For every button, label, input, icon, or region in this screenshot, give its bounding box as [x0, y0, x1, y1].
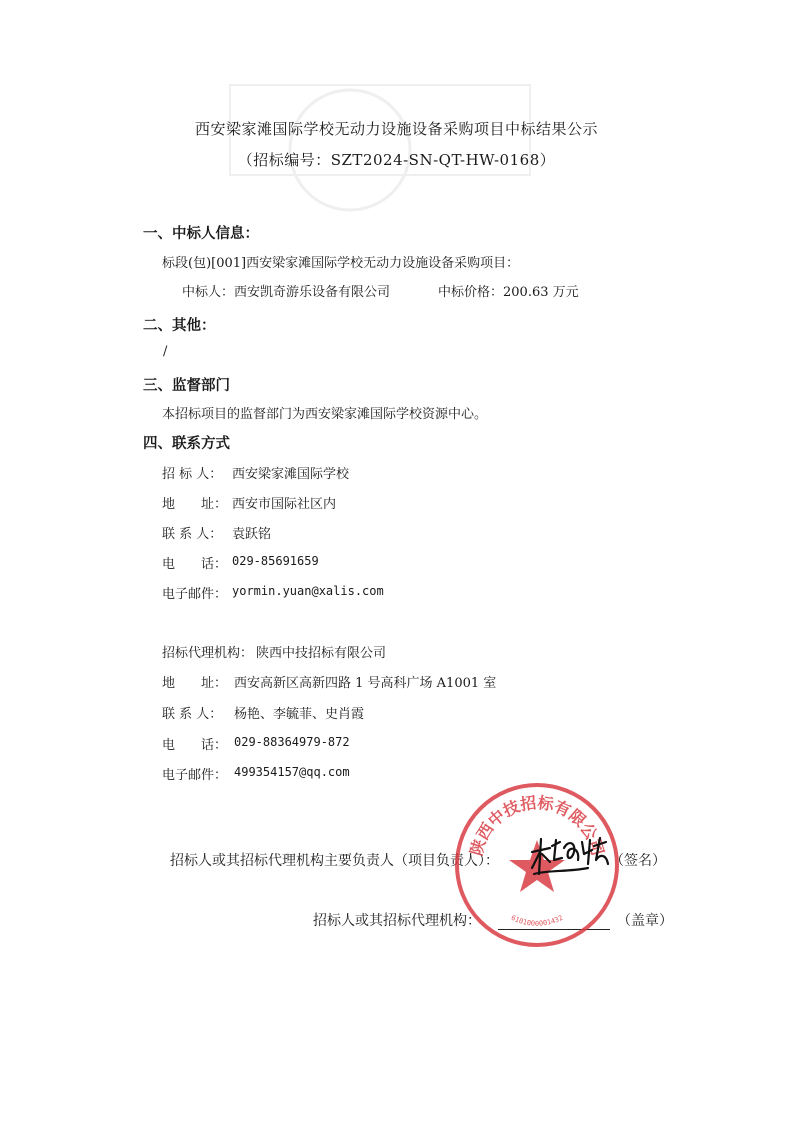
winner-name: 中标人：西安凯奇游乐设备有限公司	[182, 285, 391, 300]
tenderer-phone: 029-85691659	[232, 554, 319, 568]
winning-price: 中标价格：200.63 万元	[438, 285, 579, 300]
agency-contact: 杨艳、李毓菲、史肖霞	[234, 707, 365, 722]
agency-email-label: 电子邮件：	[162, 768, 228, 783]
section4-heading: 四、联系方式	[143, 435, 230, 452]
section1-heading: 一、中标人信息：	[143, 225, 259, 242]
svg-text:陕西中技招标有限公司: 陕西中技招标有限公司	[466, 793, 608, 858]
agency-contact-label: 联 系 人：	[162, 707, 223, 722]
supervision-text: 本招标项目的监督部门为西安梁家滩国际学校资源中心。	[162, 407, 488, 422]
agency-seal-label: 招标人或其招标代理机构：	[313, 913, 481, 929]
tenderer-name: 西安梁家滩国际学校	[232, 467, 350, 482]
page-title: 西安梁家滩国际学校无动力设施设备采购项目中标结果公示	[194, 120, 598, 138]
agency-name: 陕西中技招标有限公司	[256, 646, 387, 661]
sign-note: （签名）	[610, 853, 666, 869]
tenderer-email[interactable]: yormin.yuan@xalis.com	[232, 584, 384, 598]
tenderer-phone-label: 电 话：	[162, 557, 228, 572]
agency-address-label: 地 址：	[162, 676, 228, 691]
tenderer-address: 西安市国际社区内	[232, 497, 337, 512]
section3-heading: 三、监督部门	[143, 377, 230, 394]
lot-line: 标段(包)[001]西安梁家滩国际学校无动力设施设备采购项目：	[162, 256, 520, 271]
section2-content: /	[163, 344, 168, 359]
section2-heading: 二、其他：	[143, 317, 216, 334]
tenderer-email-label: 电子邮件：	[162, 587, 228, 602]
agency-address: 西安高新区高新四路 1 号高科广场 A1001 室	[234, 676, 497, 691]
agency-email[interactable]: 499354157@qq.com	[234, 765, 350, 779]
handwritten-signature	[528, 834, 612, 878]
svg-text:6101000001432: 6101000001432	[509, 913, 565, 928]
seal-note: （盖章）	[617, 913, 673, 929]
bid-number: （招标编号：SZT2024-SN-QT-HW-0168）	[237, 151, 556, 169]
agency-phone: 029-88364979-872	[234, 735, 350, 749]
tenderer-contact: 袁跃铭	[232, 527, 272, 542]
tenderer-contact-label: 联 系 人：	[162, 527, 223, 542]
tenderer-name-label: 招 标 人：	[162, 467, 223, 482]
agency-phone-label: 电 话：	[162, 738, 228, 753]
responsible-person-label: 招标人或其招标代理机构主要负责人（项目负责人）：	[170, 853, 499, 869]
tenderer-address-label: 地 址：	[162, 497, 228, 512]
agency-name-label: 招标代理机构：	[162, 646, 254, 661]
